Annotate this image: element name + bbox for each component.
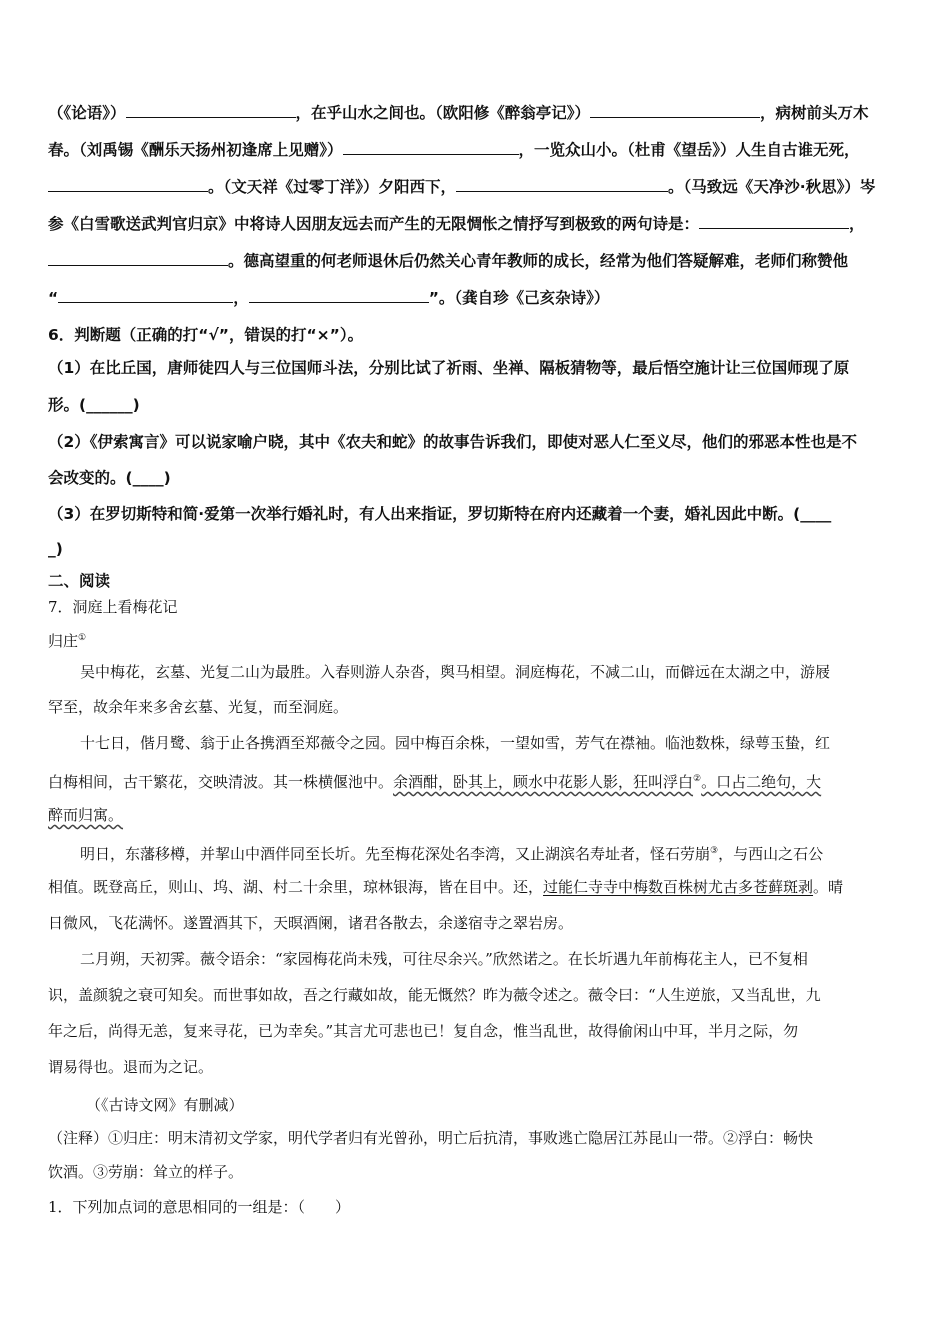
answer-blank[interactable]: [48, 175, 208, 192]
judge-q3-line1: （3）在罗切斯特和简·爱第一次举行婚礼时，有人出来指证，罗切斯特在府内还藏着一个妻，婚礼因此中断。(____: [48, 505, 832, 523]
fill-line-3: 。（文天祥《过零丁洋》）夕阳西下， 。（马致远《天净沙·秋思》）岑: [48, 169, 875, 206]
para-4-line-1: 二月朔，天初霁。薇令语余：“家园梅花尚未残，可往尽余兴。”欣然诺之。在长圻遇九年前梅花主人，已不复相: [80, 950, 808, 968]
answer-blank[interactable]: [456, 175, 668, 192]
footnote-mark: ②: [693, 774, 702, 784]
section-title: 二、阅读: [48, 572, 111, 590]
para-3-line-1: 明日，东藩移樽，并挈山中酒伴同至长圻。先至梅花深处名李湾，又止湖滨名寿址者，怪石劳崩③，与西山之石公: [80, 845, 824, 863]
footnote-mark: ③: [710, 846, 719, 856]
answer-blank[interactable]: [590, 101, 760, 118]
para-3-line-2: 相值。既登高丘，则山、坞、湖、村二十余里，琼林银海，皆在目中。还，过能仁寺寺中梅数百株树尤古多苍藓斑剥。晴: [48, 878, 844, 896]
judge-q2-line2[interactable]: 会改变的。(____): [48, 469, 171, 487]
fill-line-1: （《论语》） ，在乎山水之间也。（欧阳修《醉翁亭记》） ，病树前头万木: [48, 95, 869, 132]
sub-question-1: 1．下列加点词的意思相同的一组是：（ ）: [48, 1198, 351, 1216]
judge-q1-line2[interactable]: 形。(______): [48, 396, 140, 414]
fill-line-5: 。德高望重的何老师退休后仍然关心青年教师的成长，经常为他们答疑解难，老师们称赞他: [48, 243, 848, 280]
answer-blank[interactable]: [343, 138, 519, 155]
footnote-mark: ①: [78, 633, 87, 643]
para-1-line-2: 罕至，故余年来多舍玄墓、光复，而至洞庭。: [48, 698, 349, 716]
para-4-line-2: 识，盖颜貌之衰可知矣。而世事如故，吾之行藏如故，能无慨然？昨为薇令述之。薇令曰：“人生逆旅，又当乱世，九: [48, 986, 821, 1004]
source-note: （《古诗文网》有删减）: [86, 1096, 244, 1114]
wavy-underlined-sentence: 余酒酣，卧其上，顾水中花影人影，狂叫浮白: [393, 773, 694, 791]
answer-blank[interactable]: [126, 101, 296, 118]
question-7-title: 7．洞庭上看梅花记: [48, 598, 178, 616]
answer-blank[interactable]: [48, 249, 228, 266]
para-4-line-3: 年之后，尚得无恙，复来寻花，已为幸矣。”其言尤可悲也已！复自念，惟当乱世，故得偷闲山中耳，半月之际，勿: [48, 1022, 799, 1040]
fill-line-6: “ ， ”。（龚自珍《己亥杂诗》）: [48, 280, 609, 317]
judge-q2-line1: （2）《伊索寓言》可以说家喻户晓，其中《农夫和蛇》的故事告诉我们，即使对恶人仁至义尽，他们的邪恶本性也是不: [48, 433, 858, 451]
para-3-line-3: 日微风，飞花满怀。遂置酒其下，天暝酒阑，诸君各散去，余遂宿寺之翠岩房。: [48, 914, 574, 932]
para-2-line-1: 十七日，偕月鹭、翁于止各携酒至郑薇令之园。园中梅百余株，一望如雪，芳气在襟袖。临池数株，绿萼玉蛰，红: [80, 734, 831, 752]
para-1-line-1: 吴中梅花，玄墓、光复二山为最胜。入春则游人杂沓，舆马相望。洞庭梅花，不减二山，而僻远在太湖之中，游屐: [80, 663, 831, 681]
author-line: 归庄①: [48, 632, 87, 650]
annotation-line-2: 饮酒。③劳崩：耸立的样子。: [48, 1163, 244, 1181]
judge-q3-line2[interactable]: _): [48, 540, 63, 558]
question-6-title: 6．判断题（正确的打“√”，错误的打“×”）。: [48, 326, 364, 344]
fill-line-2: 春。（刘禹锡《酬乐天扬州初逢席上见赠》） ，一览众山小。（杜甫《望岳》）人生自古谁无死，: [48, 132, 860, 169]
para-4-line-4: 谓易得也。退而为之记。: [48, 1058, 214, 1076]
para-2-line-3: 醉而归寓。: [48, 806, 124, 824]
fill-line-4: 参《白雪歌送武判官归京》中将诗人因朋友远去而产生的无限惆怅之情抒写到极致的两句诗是： ，: [48, 206, 865, 243]
answer-blank[interactable]: [249, 286, 429, 303]
answer-blank[interactable]: [699, 212, 849, 229]
judge-q1-line1: （1）在比丘国，唐师徒四人与三位国师斗法，分别比试了祈雨、坐禅、隔板猜物等，最后悟空施计让三位国师现了原: [48, 359, 850, 377]
annotation-line-1: （注释）①归庄：明末清初文学家，明代学者归有光曾孙，明亡后抗清，事败逃亡隐居江苏昆山一带。②浮白：畅快: [48, 1129, 814, 1147]
underlined-sentence: 过能仁寺寺中梅数百株树尤古多苍藓斑剥: [543, 878, 814, 896]
answer-blank[interactable]: [58, 286, 233, 303]
para-2-line-2: 白梅相间，古干繁花，交映清波。其一株横偃池中。余酒酣，卧其上，顾水中花影人影，狂叫浮白②。口占二绝句，大: [48, 773, 822, 791]
